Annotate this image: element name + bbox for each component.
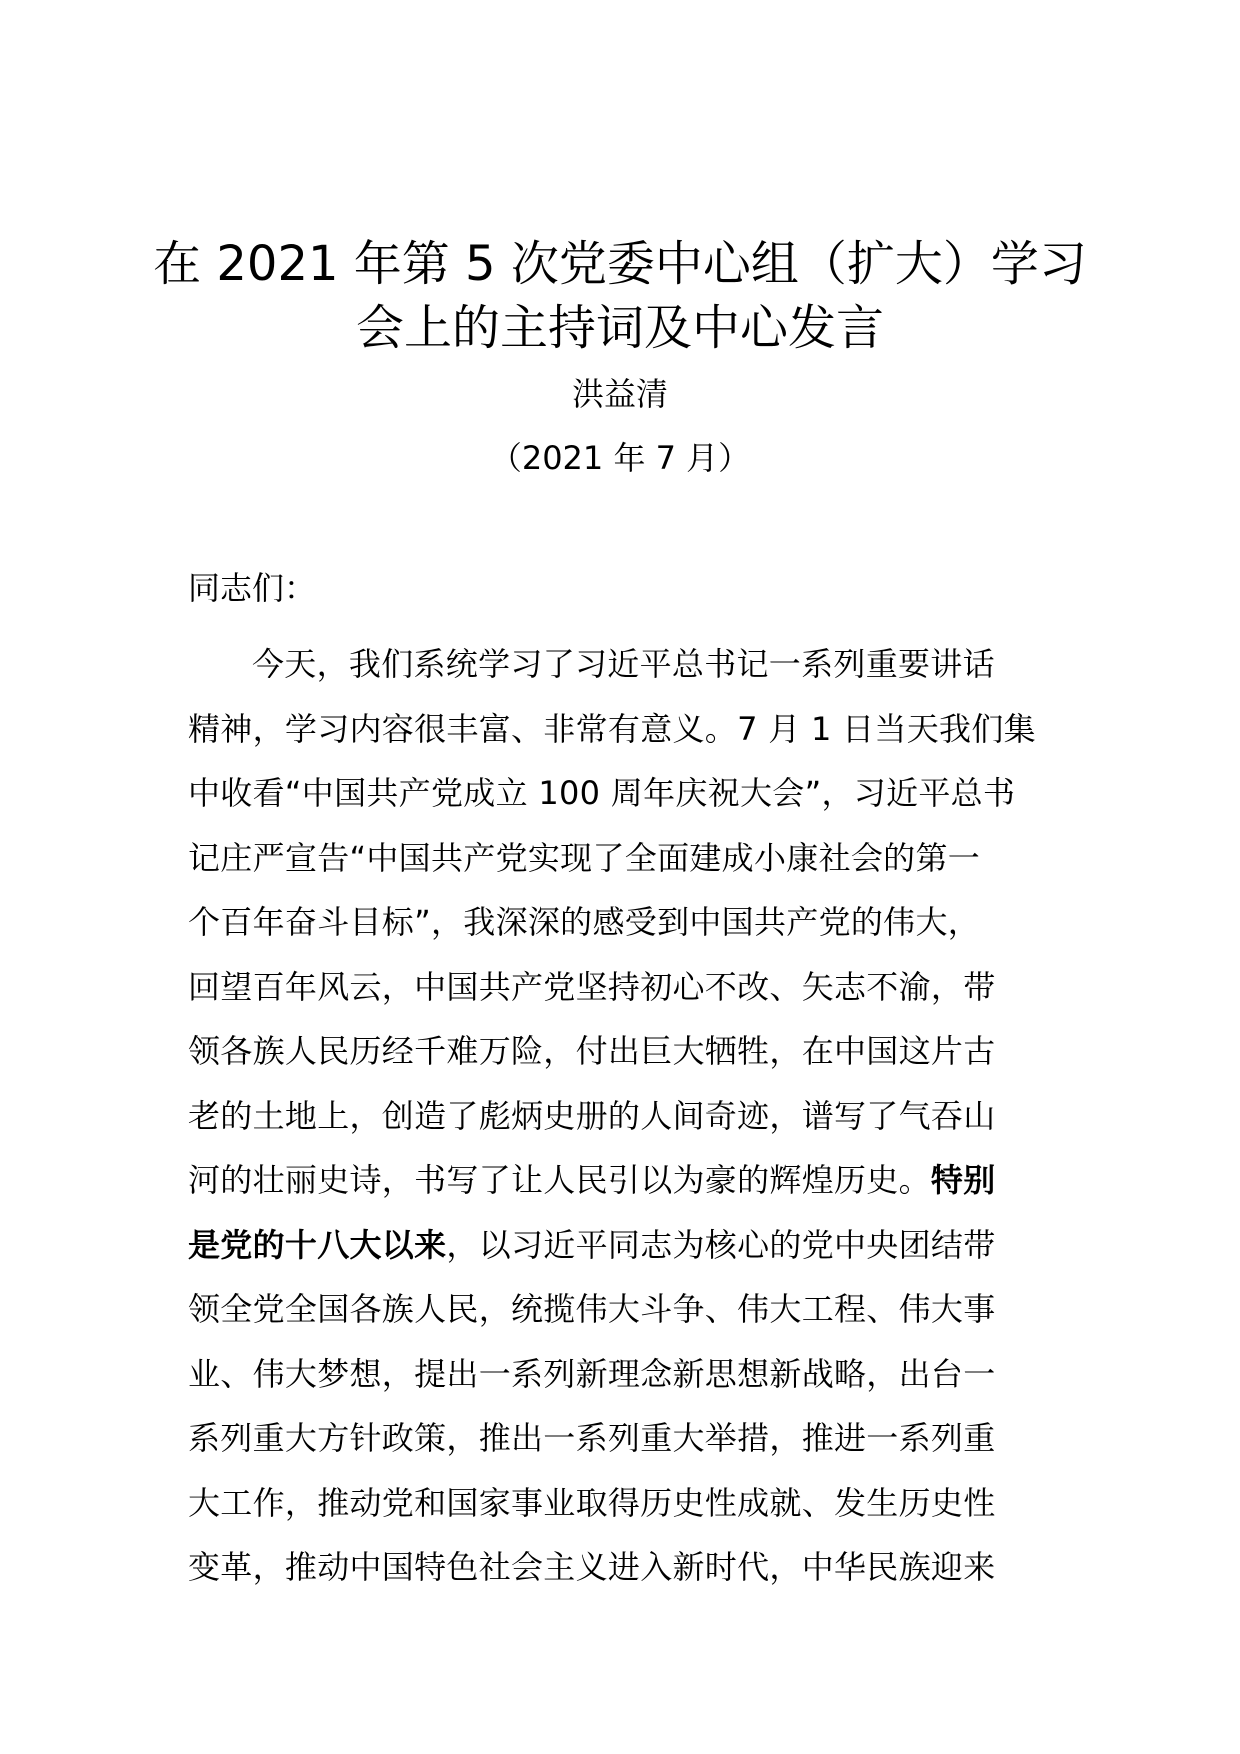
title-line-1: 在 2021 年第 5 次党委中心组（扩大）学习 — [153, 236, 1087, 292]
body-line: 精神，学习内容很丰富、非常有意义。7 月 1 日当天我们集 — [188, 709, 1036, 748]
body-line: 回望百年风云，中国共产党坚持初心不改、矢志不渝，带 — [188, 967, 996, 1006]
author-name: 洪益清 — [571, 375, 668, 413]
body-line: 大工作，推动党和国家事业取得历史性成就、发生历史性 — [188, 1483, 996, 1522]
body-line-mixed — [188, 1213, 1068, 1278]
body-line: 领全党全国各族人民，统揽伟大斗争、伟大工程、伟大事 — [188, 1290, 996, 1328]
bold-emphasis: 是党的十八大以来 — [188, 1225, 447, 1264]
body-line: 记庄严宣告“中国共产党实现了全面建成小康社会的第一 — [188, 838, 981, 877]
body-line: 中收看“中国共产党成立 100 周年庆祝大会”，习近平总书 — [188, 774, 1016, 812]
body-text-segment: ，以习近平同志为核心的党中央团结带 — [446, 1225, 996, 1264]
document-date: （2021 年 7 月） — [489, 439, 751, 477]
document-title — [150, 232, 1090, 360]
salutation: 同志们： — [188, 569, 317, 607]
body-line: 系列重大方针政策，推出一系列重大举措，推进一系列重 — [188, 1419, 996, 1457]
body-line: 业、伟大梦想，提出一系列新理念新思想新战略，出台一 — [188, 1354, 996, 1393]
body-line: 领各族人民历经千难万险，付出巨大牺牲，在中国这片古 — [188, 1032, 996, 1070]
title-line-2: 会上的主持词及中心发言 — [355, 300, 884, 356]
body-text-segment: 河的壮丽史诗，书写了让人民引以为豪的辉煌历史。 — [188, 1161, 931, 1199]
body-paragraph — [188, 632, 1068, 1600]
body-line: 个百年奋斗目标”，我深深的感受到中国共产党的伟大， — [188, 903, 981, 941]
body-line: 今天，我们系统学习了习近平总书记一系列重要讲话 — [252, 645, 995, 683]
body-line: 变革，推动中国特色社会主义进入新时代，中华民族迎来 — [188, 1548, 996, 1586]
body-line: 老的土地上，创造了彪炳史册的人间奇迹，谱写了气吞山 — [188, 1096, 996, 1135]
body-line-mixed — [188, 1148, 1068, 1213]
bold-emphasis: 特别 — [930, 1161, 996, 1199]
